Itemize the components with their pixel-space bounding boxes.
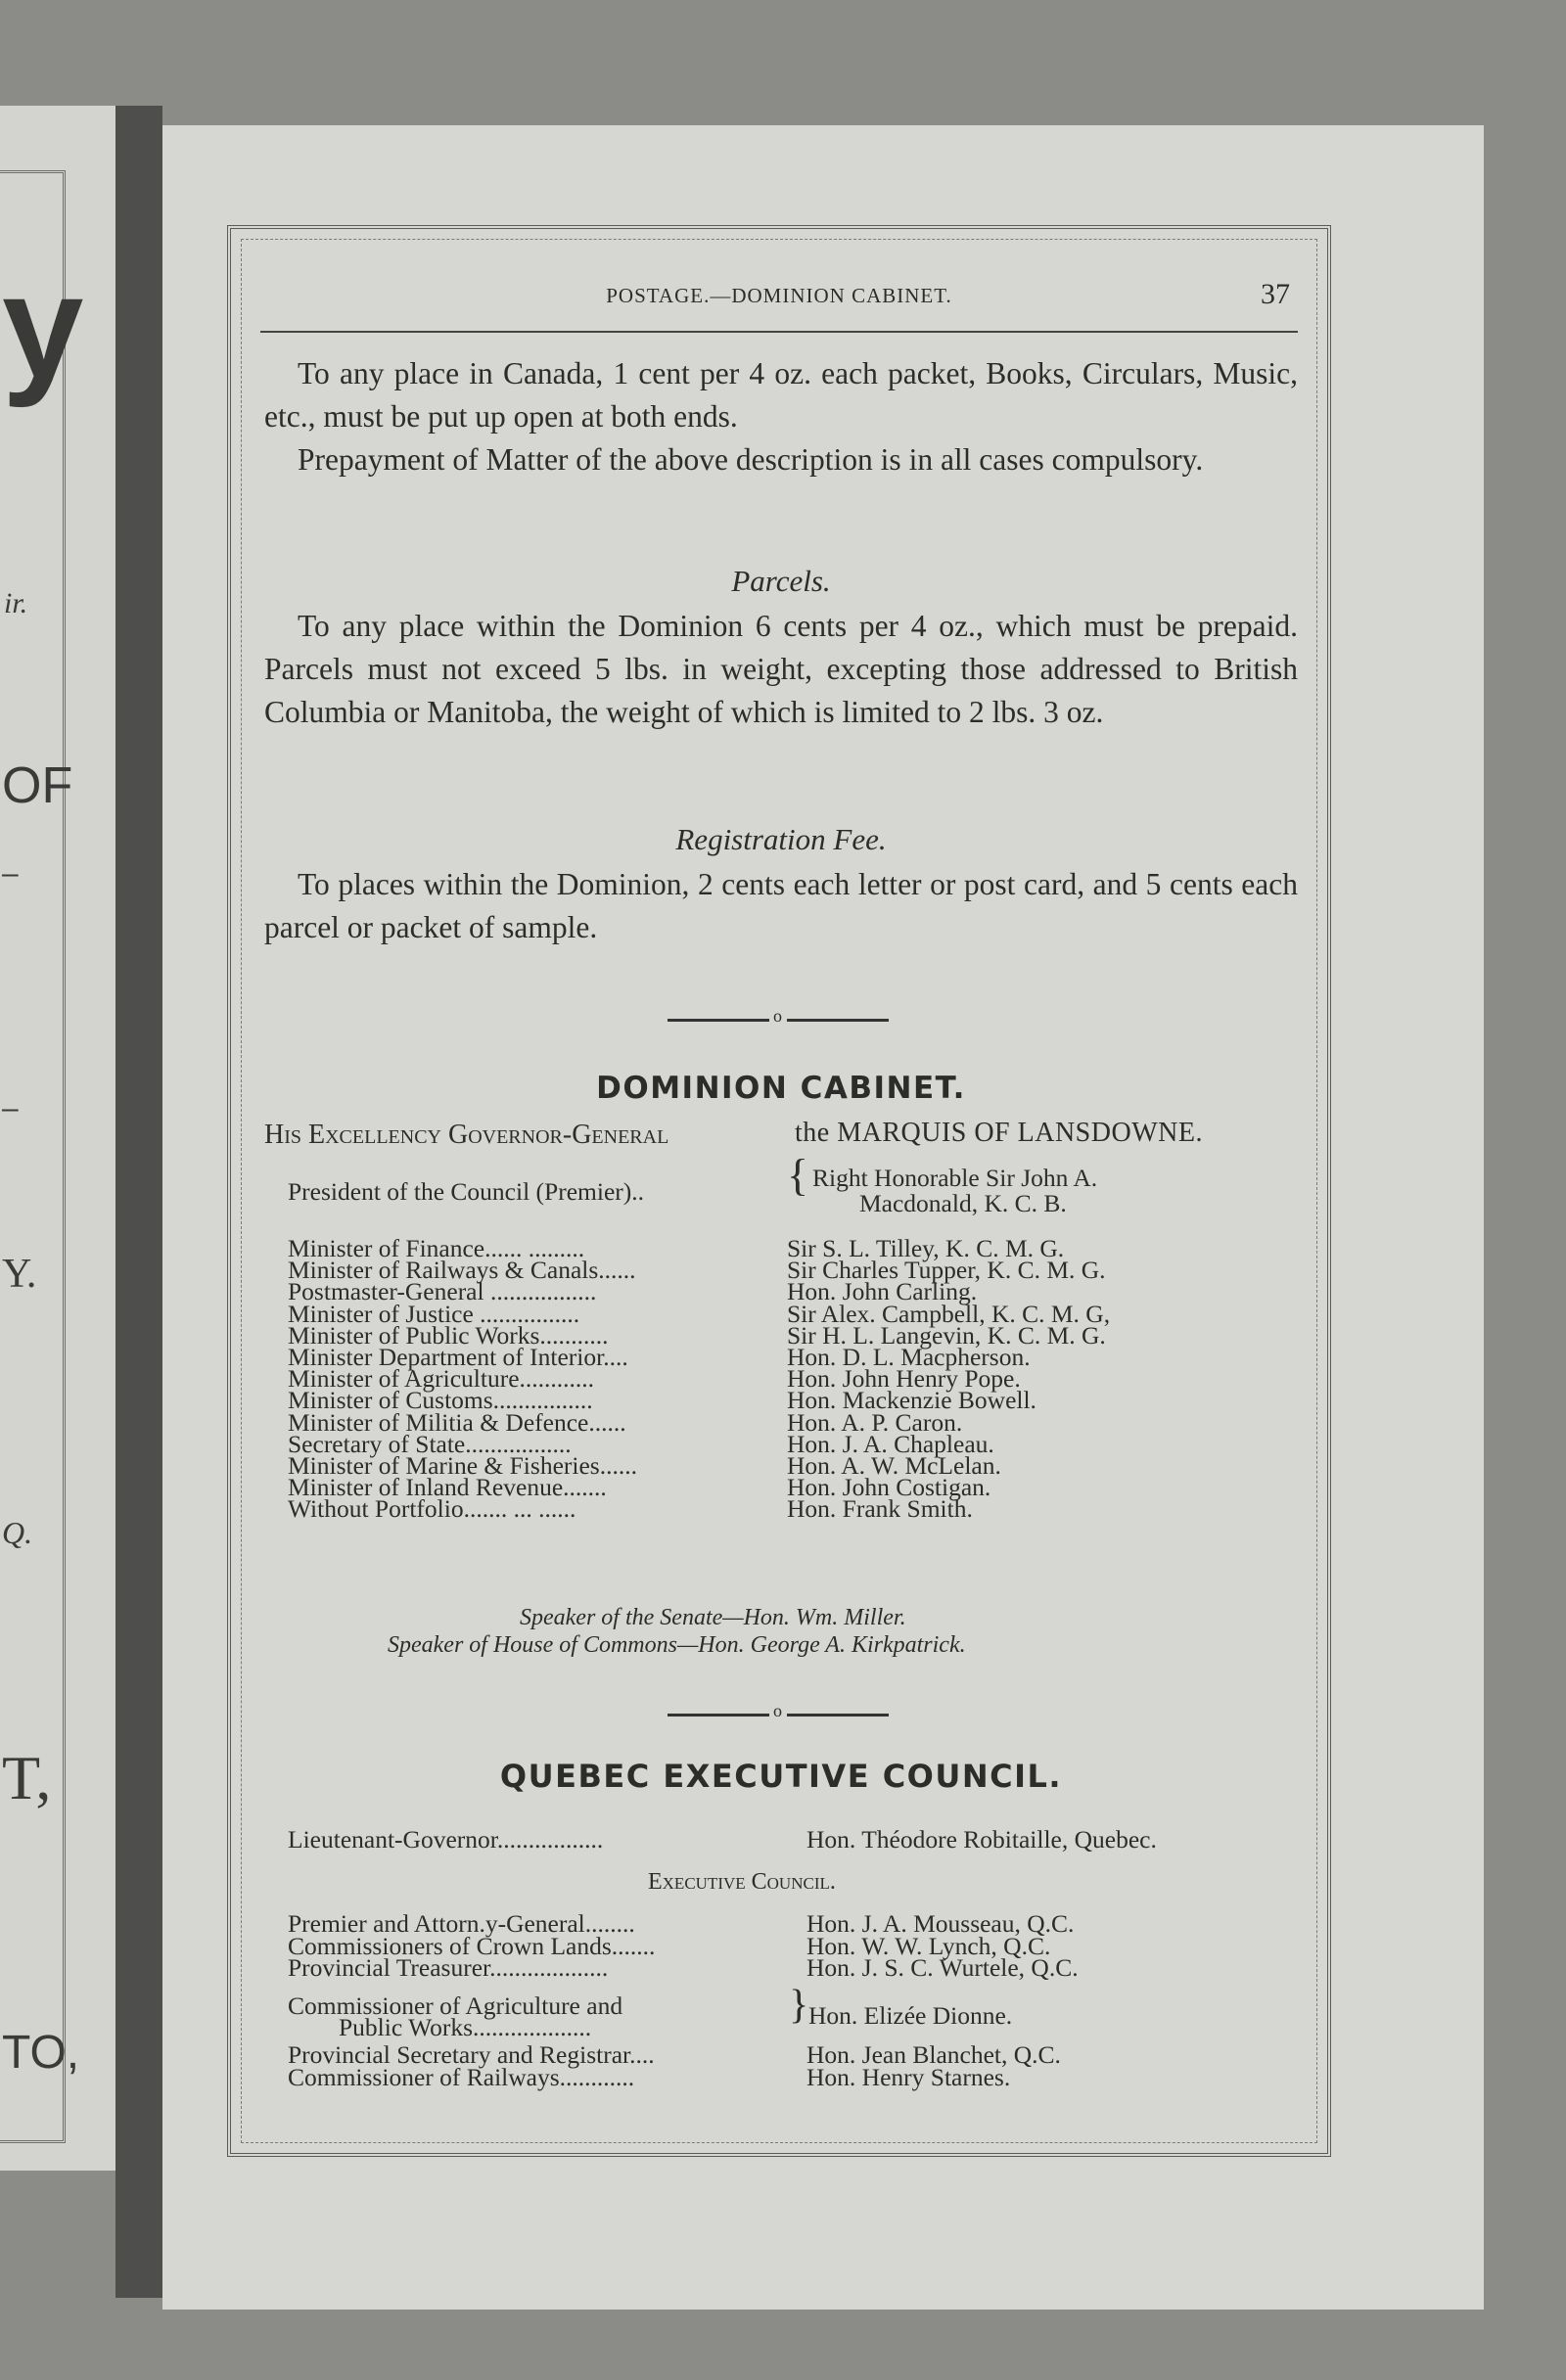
- minister-holder: Sir Alex. Campbell, K. C. M. G,: [787, 1299, 1111, 1328]
- minister-holder: Hon. Frank Smith.: [787, 1494, 973, 1524]
- minister-holder: Sir Charles Tupper, K. C. M. G.: [787, 1256, 1106, 1285]
- lieutenant-governor-row: [288, 1825, 1157, 1854]
- minister-office: Minister of Agriculture............: [288, 1364, 595, 1394]
- minister-office: Minister of Customs................: [288, 1386, 593, 1415]
- minister-office: Secretary of State.................: [288, 1429, 572, 1458]
- fragment-text: Y.: [2, 1252, 37, 1297]
- minister-office: Minister of Militia & Defence......: [288, 1407, 626, 1437]
- governor-general-label: His Excellency Governor-General: [264, 1120, 669, 1150]
- minister-holder: Hon. A. P. Caron.: [787, 1407, 963, 1437]
- agriculture-office-line: Public Works...................: [339, 2013, 592, 2041]
- fragment-text: TO,: [2, 2027, 80, 2079]
- fragment-text: ir.: [4, 587, 28, 619]
- president-office: President of the Council (Premier)..: [288, 1177, 644, 1206]
- fragment-text: –: [2, 1092, 19, 1124]
- book-page: [162, 125, 1484, 2310]
- council-member-holder: Hon. J. S. C. Wurtele, Q.C.: [806, 1953, 1079, 1982]
- fragment-text: Q.: [2, 1515, 33, 1550]
- parcels-heading: Parcels.: [731, 564, 831, 598]
- council-member-holder: Hon. W. W. Lynch, Q.C.: [806, 1931, 1051, 1960]
- brace: }: [789, 1983, 809, 2028]
- minister-office: Minister of Inland Revenue.......: [288, 1473, 607, 1502]
- minister-office: Minister of Railways & Canals......: [288, 1256, 636, 1285]
- minister-row: [288, 1494, 973, 1524]
- minister-holder: Hon. John Henry Pope.: [787, 1364, 1021, 1394]
- governor-general-name: the MARQUIS OF LANSDOWNE.: [795, 1118, 1203, 1148]
- section-divider: o: [668, 1010, 895, 1030]
- minister-holder: Hon. D. L. Macpherson.: [787, 1343, 1031, 1371]
- council-member-office: Commissioners of Crown Lands.......: [288, 1931, 656, 1960]
- page-number: 37: [1261, 278, 1290, 310]
- brace: {: [787, 1150, 809, 1200]
- council-member-office: Commissioner of Railways............: [288, 2062, 635, 2091]
- agriculture-holder: Hon. Elizée Dionne.: [808, 2001, 1013, 2030]
- minister-holder: Sir S. L. Tilley, K. C. M. G.: [787, 1234, 1065, 1262]
- postage-paragraph: Prepayment of Matter of the above description is in all cases compulsory.: [298, 442, 1204, 477]
- minister-holder: Hon. J. A. Chapleau.: [787, 1429, 994, 1458]
- council-member-holder: Hon. J. A. Mousseau, Q.C.: [806, 1909, 1075, 1938]
- header-rule: [260, 331, 1298, 333]
- minister-holder: Hon. Mackenzie Bowell.: [787, 1386, 1036, 1415]
- fragment-text: –: [2, 857, 19, 890]
- book-gutter: [115, 106, 162, 2298]
- minister-office: Without Portfolio....... ... ......: [288, 1494, 576, 1524]
- registration-heading: Registration Fee.: [675, 822, 887, 856]
- minister-office: Minister of Marine & Fisheries......: [288, 1451, 637, 1480]
- minister-office: Minister Department of Interior....: [288, 1343, 628, 1371]
- council-member-row: [288, 1953, 1079, 1982]
- council-member-office: Provincial Treasurer...................: [288, 1953, 609, 1982]
- registration-paragraph: To places within the Dominion, 2 cents each letter or post card, and 5 cents each parcel or packet of sample.: [264, 867, 1298, 944]
- adjacent-page-fragment: [0, 106, 115, 2171]
- council-member-row: [288, 2062, 1011, 2091]
- dominion-cabinet-title: DOMINION CABINET.: [596, 1071, 966, 1106]
- adjacent-page-border: [0, 170, 66, 2143]
- running-title: POSTAGE.—DOMINION CABINET.: [606, 284, 952, 307]
- speaker-commons: Speaker of House of Commons—Hon. George A. Kirkpatrick.: [388, 1632, 966, 1658]
- council-member-office: Premier and Attorn.y-General........: [288, 1909, 635, 1938]
- minister-holder: Hon. A. W. McLelan.: [787, 1451, 1001, 1480]
- quebec-council-title: QUEBEC EXECUTIVE COUNCIL.: [499, 1758, 1063, 1795]
- president-holder-line: Right Honorable Sir John A.: [812, 1164, 1098, 1192]
- minister-holder: Hon. John Costigan.: [787, 1473, 991, 1502]
- agriculture-office-line: Commissioner of Agriculture and: [288, 1991, 623, 2020]
- minister-office: Minister of Finance...... .........: [288, 1234, 585, 1262]
- minister-holder: Hon. John Carling.: [787, 1277, 978, 1306]
- lieutenant-governor-holder: Hon. Théodore Robitaille, Quebec.: [806, 1825, 1157, 1854]
- president-row: [288, 1177, 644, 1206]
- lieutenant-governor-office: Lieutenant-Governor.................: [288, 1825, 604, 1854]
- minister-office: Minister of Public Works...........: [288, 1320, 609, 1350]
- fragment-text: y: [2, 244, 84, 408]
- fragment-text: T,: [2, 1743, 52, 1812]
- parcels-paragraph: To any place within the Dominion 6 cents per 4 oz., which must be prepaid. Parcels must not exceed 5 lbs. in weight, excepting those addressed to British Columbia or Manitoba, the weight of which is limited to 2 lbs. 3 oz.: [264, 609, 1298, 729]
- running-head: [260, 278, 1298, 323]
- minister-office: Minister of Justice ................: [288, 1299, 580, 1328]
- section-divider: o: [668, 1705, 895, 1724]
- council-member-office: Provincial Secretary and Registrar....: [288, 2040, 655, 2069]
- minister-holder: Sir H. L. Langevin, K. C. M. G.: [787, 1320, 1106, 1350]
- fragment-text: OF: [2, 757, 73, 814]
- council-member-holder: Hon. Henry Starnes.: [806, 2062, 1011, 2091]
- executive-council-label: Executive Council.: [648, 1869, 836, 1895]
- council-member-holder: Hon. Jean Blanchet, Q.C.: [806, 2040, 1061, 2069]
- postage-paragraph: To any place in Canada, 1 cent per 4 oz. each packet, Books, Circulars, Music, etc., must be put up open at both ends.: [264, 356, 1298, 434]
- president-holder-line: Macdonald, K. C. B.: [859, 1189, 1067, 1217]
- speaker-senate: Speaker of the Senate—Hon. Wm. Miller.: [520, 1605, 906, 1630]
- minister-office: Postmaster-General .................: [288, 1277, 597, 1306]
